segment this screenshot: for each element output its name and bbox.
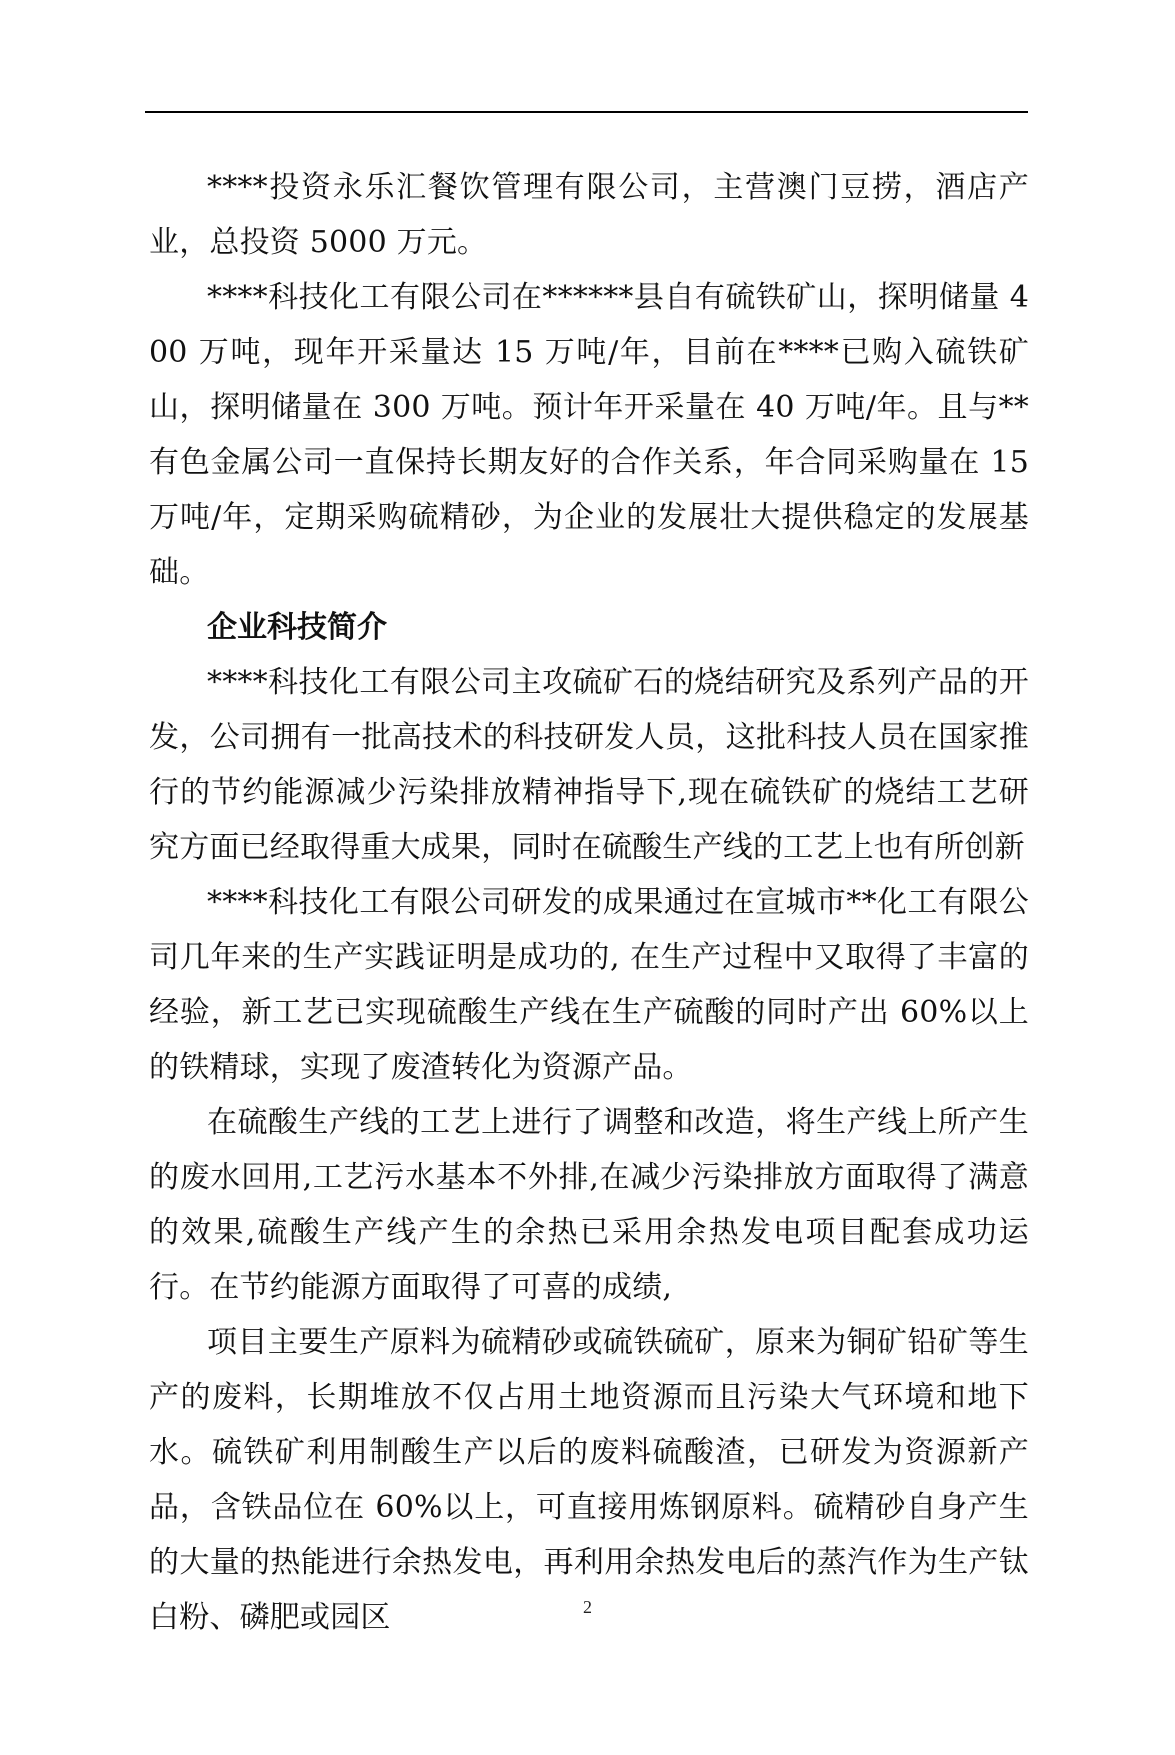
paragraph-mine-reserves: ****科技化工有限公司在******县自有硫铁矿山，探明储量 400 万吨，现年开采量达 15 万吨/年，目前在****已购入硫铁矿山，探明储量在 300 万吨。预计年开采量在 40 万吨/年。且与**有色金属公司一直保持长期友好的合作关系，年合同采购量在 15 万吨/年，定期采购硫精砂，为企业的发展壮大提供稳定的发展基础。 (149, 280, 1029, 590)
document-body (149, 160, 1029, 1645)
page-number: 2 (583, 1597, 592, 1617)
paragraph-raw-materials: 项目主要生产原料为硫精砂或硫铁硫矿，原来为铜矿铅矿等生产的废料，长期堆放不仅占用土地资源而且污染大气环境和地下水。硫铁矿利用制酸生产以后的废料硫酸渣，已研发为资源新产品，含铁品位在 60%以上，可直接用炼钢原料。硫精砂自身产生的大量的热能进行余热发电，再利用余热发电后的蒸汽作为生产钛白粉、磷肥或园区 (149, 1325, 1029, 1635)
paragraph-investment: ****投资永乐汇餐饮管理有限公司，主营澳门豆捞，酒店产业，总投资 5000 万元。 (149, 170, 1029, 260)
section-heading: 企业科技简介 (207, 610, 387, 645)
paragraph-tech-results: ****科技化工有限公司研发的成果通过在宣城市**化工有限公司几年来的生产实践证明是成功的, 在生产过程中又取得了丰富的经验，新工艺已实现硫酸生产线在生产硫酸的同时产出 60%以上的铁精球，实现了废渣转化为资源产品。 (149, 885, 1029, 1085)
header-rule (145, 111, 1028, 113)
paragraph-tech-research: ****科技化工有限公司主攻硫矿石的烧结研究及系列产品的开发，公司拥有一批高技术的科技研发人员，这批科技人员在国家推行的节约能源减少污染排放精神指导下,现在硫铁矿的烧结工艺研究方面已经取得重大成果，同时在硫酸生产线的工艺上也有所创新 (149, 665, 1029, 865)
paragraph-process-improvement: 在硫酸生产线的工艺上进行了调整和改造，将生产线上所产生的废水回用,工艺污水基本不外排,在减少污染排放方面取得了满意的效果,硫酸生产线产生的余热已采用余热发电项目配套成功运行。在节约能源方面取得了可喜的成绩, (149, 1105, 1029, 1305)
